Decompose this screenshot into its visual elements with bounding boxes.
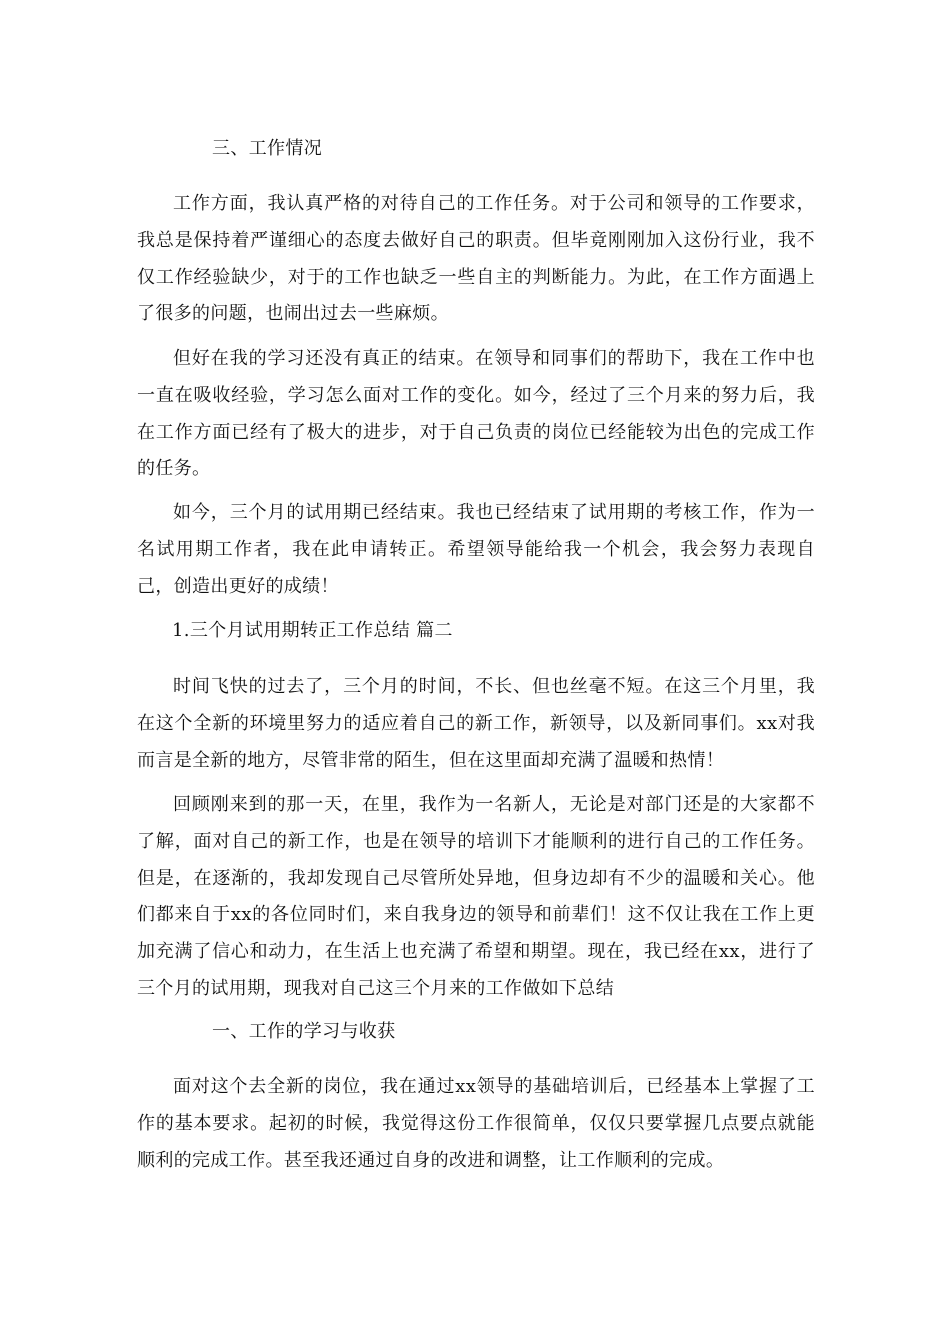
paragraph-time-passed: 时间飞快的过去了，三个月的时间，不长、但也丝毫不短。在这三个月里，我在这个全新的环境里努力的适应着自己的新工作，新领导，以及新同事们。xx对我而言是全新的地方，尽管非常的陌生，但在这里面却充满了温暖和热情！ bbox=[137, 676, 815, 771]
paragraph-learning-progress: 但好在我的学习还没有真正的结束。在领导和同事们的帮助下，我在工作中也一直在吸收经验，学习怎么面对工作的变化。如今，经过了三个月来的努力后，我在工作方面已经有了极大的进步，对于自己负责的岗位已经能较为出色的完成工作的任务。 bbox=[137, 348, 815, 480]
paragraph-work-attitude: 工作方面，我认真严格的对待自己的工作任务。对于公司和领导的工作要求，我总是保持着严谨细心的态度去做好自己的职责。但毕竟刚刚加入这份行业，我不仅工作经验缺少，对于的工作也缺乏一些自主的判断能力。为此，在工作方面遇上了很多的问题，也闹出过去一些麻烦。 bbox=[137, 193, 815, 325]
article-title: 1.三个月试用期转正工作总结 篇二 bbox=[172, 620, 453, 641]
section-heading-learning-gains: 一、工作的学习与收获 bbox=[212, 1021, 396, 1042]
paragraph-new-position: 面对这个去全新的岗位，我在通过xx领导的基础培训后，已经基本上掌握了工作的基本要求。起初的时候，我觉得这份工作很简单，仅仅只要掌握几点要点就能顺利的完成工作。甚至我还通过自身的改进和调整，让工作顺利的完成。 bbox=[137, 1076, 815, 1171]
paragraph-recall-first-day: 回顾刚来到的那一天，在里，我作为一名新人，无论是对部门还是的大家都不了解，面对自己的新工作，也是在领导的培训下才能顺利的进行自己的工作任务。但是，在逐渐的，我却发现自己尽管所处异地，但身边却有不少的温暖和关心。他们都来自于xx的各位同时们，来自我身边的领导和前辈们！这不仅让我在工作上更加充满了信心和动力，在生活上也充满了希望和期望。现在，我已经在xx，进行了三个月的试用期，现我对自己这三个月来的工作做如下总结 bbox=[137, 794, 815, 999]
paragraph-probation-end: 如今，三个月的试用期已经结束。我也已经结束了试用期的考核工作，作为一名试用期工作者，我在此申请转正。希望领导能给我一个机会，我会努力表现自己，创造出更好的成绩！ bbox=[137, 502, 815, 597]
section-heading-work-situation: 三、工作情况 bbox=[212, 138, 323, 159]
